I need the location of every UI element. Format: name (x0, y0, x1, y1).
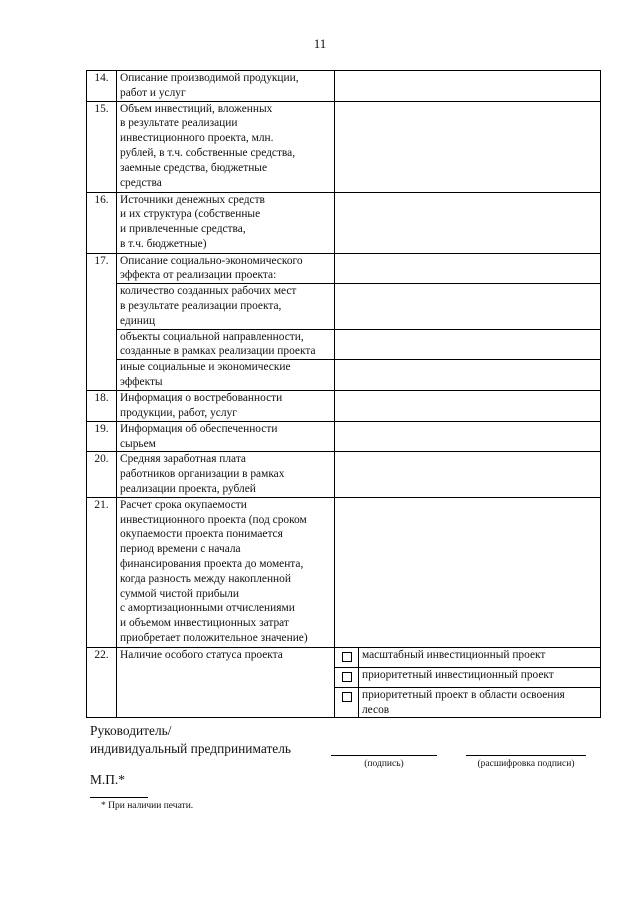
row-description: Расчет срока окупаемости инвестиционного проекта (под сроком окупаемости проекта понимается период времени с начала финансирования проекта до момента, когда разность между накопленной суммой чистой прибыли с амортизационными отчислениями и объемом инвестиционных затрат приобретает положительное значение) (117, 497, 335, 647)
row-number: 20. (87, 452, 117, 497)
value-cell[interactable] (335, 452, 601, 497)
table-row (87, 101, 601, 192)
table-row (87, 421, 601, 452)
table-subrow (87, 284, 601, 329)
status-option-label: масштабный инвестиционный проект (359, 647, 601, 667)
checkbox-icon[interactable] (342, 692, 352, 702)
row-number: 21. (87, 497, 117, 647)
row-number: 15. (87, 101, 117, 192)
signature-decoding-line[interactable] (466, 755, 586, 756)
footnote-separator (90, 797, 148, 798)
value-cell[interactable] (335, 192, 601, 253)
table-row (87, 497, 601, 647)
status-checkbox-priority[interactable] (335, 667, 359, 687)
table-row (87, 452, 601, 497)
stamp-label: М.П.* (90, 772, 125, 787)
table-row (87, 253, 601, 284)
table-subrow (87, 360, 601, 391)
row-description: Наличие особого статуса проекта (117, 647, 335, 718)
row-number: 22. (87, 647, 117, 718)
row-number: 18. (87, 391, 117, 422)
subrow-description: иные социальные и экономические эффекты (117, 360, 335, 391)
value-cell[interactable] (335, 101, 601, 192)
row-description: Объем инвестиций, вложенных в результате реализации инвестиционного проекта, млн. рублей, в т.ч. собственные средства, заемные средства, бюджетные средства (117, 101, 335, 192)
checkbox-icon[interactable] (342, 672, 352, 682)
value-cell[interactable] (335, 253, 601, 284)
signer-title-line2: индивидуальный предприниматель (90, 741, 292, 756)
row-number: 16. (87, 192, 117, 253)
row-description: Описание социально-экономического эффекта от реализации проекта: (117, 253, 335, 284)
status-option-label: приоритетный инвестиционный проект (359, 667, 601, 687)
subrow-description: объекты социальной направленности, созданные в рамках реализации проекта (117, 329, 335, 360)
table-row (87, 391, 601, 422)
status-checkbox-scale[interactable] (335, 647, 359, 667)
project-info-table (86, 70, 601, 718)
status-option-label: приоритетный проект в области освоения лесов (359, 687, 601, 718)
row-description: Информация о востребованности продукции, работ, услуг (117, 391, 335, 422)
row-number: 14. (87, 71, 117, 102)
signer-title-line1: Руководитель/ (90, 723, 172, 738)
row-description: Источники денежных средств и их структура (собственные и привлеченные средства, в т.ч. бюджетные) (117, 192, 335, 253)
page-number: 11 (313, 36, 327, 51)
table-row (87, 647, 601, 667)
value-cell[interactable] (335, 360, 601, 391)
value-cell[interactable] (335, 71, 601, 102)
row-number: 19. (87, 421, 117, 452)
row-number: 17. (87, 253, 117, 391)
row-description: Информация об обеспеченности сырьем (117, 421, 335, 452)
checkbox-icon[interactable] (342, 652, 352, 662)
table-subrow (87, 329, 601, 360)
row-description: Средняя заработная плата работников организации в рамках реализации проекта, рублей (117, 452, 335, 497)
signature-line[interactable] (331, 755, 437, 756)
table-row (87, 71, 601, 102)
subrow-description: количество созданных рабочих мест в результате реализации проекта, единиц (117, 284, 335, 329)
value-cell[interactable] (335, 284, 601, 329)
row-description: Описание производимой продукции, работ и услуг (117, 71, 335, 102)
value-cell[interactable] (335, 391, 601, 422)
value-cell[interactable] (335, 497, 601, 647)
signature-caption: (подпись) (364, 759, 404, 769)
value-cell[interactable] (335, 329, 601, 360)
status-checkbox-forestry[interactable] (335, 687, 359, 718)
value-cell[interactable] (335, 421, 601, 452)
table-row (87, 192, 601, 253)
signature-decoding-caption: (расшифровка подписи) (477, 759, 575, 769)
footnote: * При наличии печати. (101, 801, 194, 811)
